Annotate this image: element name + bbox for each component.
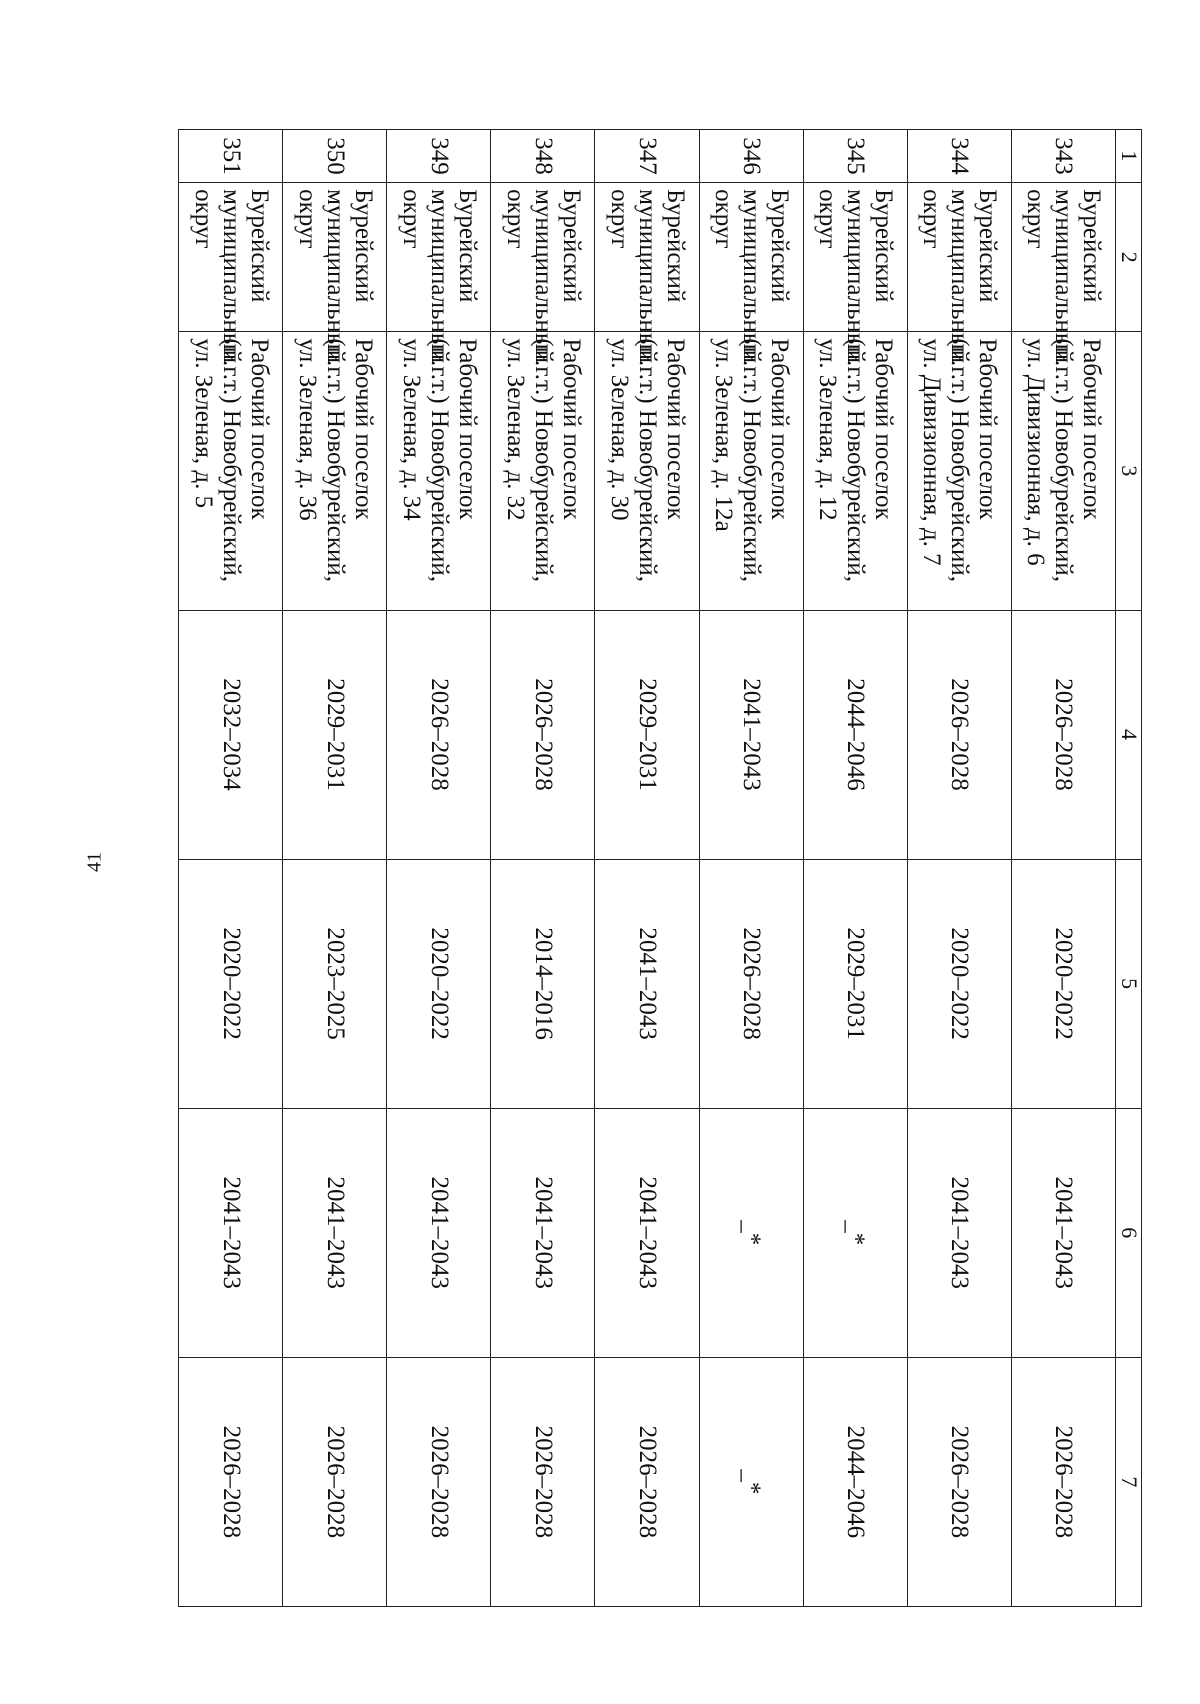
address-cell-line: (п.г.т.) Новобурейский, (1050, 338, 1078, 583)
address-cell-line: Рабочий поселок (870, 338, 898, 520)
period-cell-col5: 2020–2022 (179, 859, 283, 1108)
period-cell-col4: 2026–2028 (907, 610, 1011, 859)
table-row (803, 130, 907, 1607)
district-cell (699, 183, 803, 364)
address-cell (179, 332, 283, 610)
district-cell-line: муниципальный (217, 189, 245, 364)
district-cell-line: округ (710, 189, 738, 249)
address-cell-line: ул. Зеленая, д. 32 (501, 338, 529, 521)
district-cell-line: Бурейский (245, 189, 273, 303)
table-row (491, 130, 595, 1607)
period-cell-col6: 2041–2043 (1011, 1108, 1115, 1357)
period-cell-col6: 2041–2043 (283, 1108, 387, 1357)
address-cell-line: (п.г.т.) Новобурейский, (738, 338, 766, 583)
address-cell-line: (п.г.т.) Новобурейский, (529, 338, 557, 583)
district-cell (491, 183, 595, 364)
period-cell-col7: 2026–2028 (283, 1357, 387, 1606)
period-cell-col4: 2029–2031 (283, 610, 387, 859)
district-cell-line: округ (501, 189, 529, 249)
period-cell-col7: 2026–2028 (595, 1357, 699, 1606)
address-cell-line: ул. Зеленая, д. 12а (710, 338, 738, 532)
table-row (1011, 130, 1115, 1607)
period-cell-col7: 2044–2046 (803, 1357, 907, 1606)
address-cell-line: ул. Зеленая, д. 30 (606, 338, 634, 521)
address-cell (1011, 332, 1115, 610)
district-cell-line: муниципальный (321, 189, 349, 364)
header-row (1116, 130, 1142, 1607)
district-cell-line: муниципальный (634, 189, 662, 364)
district-cell-line: Бурейский (453, 189, 481, 303)
period-cell-col6: _* (699, 1108, 803, 1357)
district-cell-line: округ (397, 189, 425, 249)
address-cell-line: (п.г.т.) Новобурейский, (217, 338, 245, 583)
district-cell (179, 183, 283, 364)
district-cell-line: округ (293, 189, 321, 249)
address-cell-line: Рабочий поселок (557, 338, 585, 520)
period-cell-col7: 2026–2028 (1011, 1357, 1115, 1606)
period-cell-col5: 2026–2028 (699, 859, 803, 1108)
district-cell-line: муниципальный (842, 189, 870, 364)
table-row (595, 130, 699, 1607)
column-header: 6 (1116, 1108, 1142, 1357)
period-cell-col6: 2041–2043 (491, 1108, 595, 1357)
period-cell-col7: 2026–2028 (491, 1357, 595, 1606)
address-cell (699, 332, 803, 610)
district-cell-line: муниципальный (946, 189, 974, 364)
district-cell (595, 183, 699, 364)
rotated-table-container (178, 129, 1142, 1607)
address-cell-line: Рабочий поселок (662, 338, 690, 520)
district-cell-line: муниципальный (738, 189, 766, 364)
period-cell-col6: 2041–2043 (179, 1108, 283, 1357)
district-cell (803, 183, 907, 364)
period-cell-col5: 2029–2031 (803, 859, 907, 1108)
district-cell-line: муниципальный (1050, 189, 1078, 364)
row-number-cell: 348 (491, 130, 595, 183)
district-cell (387, 183, 491, 364)
table-row (907, 130, 1011, 1607)
address-cell-line: Рабочий поселок (453, 338, 481, 520)
district-cell-line: округ (1022, 189, 1050, 249)
address-cell (491, 332, 595, 610)
period-cell-col6: _* (803, 1108, 907, 1357)
address-cell-line: Рабочий поселок (349, 338, 377, 520)
district-cell-line: Бурейский (1078, 189, 1106, 303)
district-cell-line: округ (606, 189, 634, 249)
address-cell-line: (п.г.т.) Новобурейский, (634, 338, 662, 583)
address-cell-line: ул. Зеленая, д. 12 (814, 338, 842, 521)
period-cell-col6: 2041–2043 (907, 1108, 1011, 1357)
column-header: 1 (1116, 130, 1142, 183)
page-number: 41 (83, 852, 106, 872)
address-cell (595, 332, 699, 610)
district-cell (907, 183, 1011, 364)
row-number-cell: 343 (1011, 130, 1115, 183)
district-cell-line: округ (918, 189, 946, 249)
period-cell-col6: 2041–2043 (595, 1108, 699, 1357)
row-number-cell: 345 (803, 130, 907, 183)
period-cell-col4: 2026–2028 (1011, 610, 1115, 859)
row-number-cell: 344 (907, 130, 1011, 183)
table-row (387, 130, 491, 1607)
table-row (283, 130, 387, 1607)
address-cell-line: Рабочий поселок (245, 338, 273, 520)
address-cell-line: Рабочий поселок (766, 338, 794, 520)
period-cell-col4: 2026–2028 (491, 610, 595, 859)
address-cell (283, 332, 387, 610)
period-cell-col5: 2014–2016 (491, 859, 595, 1108)
district-cell-line: Бурейский (974, 189, 1002, 303)
district-cell-line: округ (189, 189, 217, 249)
row-number-cell: 351 (179, 130, 283, 183)
period-cell-col4: 2041–2043 (699, 610, 803, 859)
address-cell-line: ул. Зеленая, д. 5 (189, 338, 217, 509)
row-number-cell: 349 (387, 130, 491, 183)
address-cell (803, 332, 907, 610)
period-cell-col5: 2020–2022 (907, 859, 1011, 1108)
district-cell (283, 183, 387, 364)
address-cell-line: ул. Зеленая, д. 34 (397, 338, 425, 521)
period-cell-col4: 2026–2028 (387, 610, 491, 859)
address-cell-line: (п.г.т.) Новобурейский, (425, 338, 453, 583)
address-cell-line: ул. Зеленая, д. 36 (293, 338, 321, 521)
table-row (699, 130, 803, 1607)
period-cell-col7: 2026–2028 (907, 1357, 1011, 1606)
period-cell-col4: 2029–2031 (595, 610, 699, 859)
district-cell-line: Бурейский (870, 189, 898, 303)
column-header: 4 (1116, 610, 1142, 859)
period-cell-col5: 2023–2025 (283, 859, 387, 1108)
address-cell (907, 332, 1011, 610)
period-cell-col5: 2020–2022 (1011, 859, 1115, 1108)
row-number-cell: 347 (595, 130, 699, 183)
column-header: 5 (1116, 859, 1142, 1108)
district-cell-line: Бурейский (557, 189, 585, 303)
period-cell-col7: _* (699, 1357, 803, 1606)
row-number-cell: 350 (283, 130, 387, 183)
period-cell-col4: 2032–2034 (179, 610, 283, 859)
district-cell-line: Бурейский (662, 189, 690, 303)
address-cell-line: (п.г.т.) Новобурейский, (842, 338, 870, 583)
column-header: 7 (1116, 1357, 1142, 1606)
period-cell-col7: 2026–2028 (179, 1357, 283, 1606)
address-cell-line: (п.г.т.) Новобурейский, (321, 338, 349, 583)
address-cell-line: (п.г.т.) Новобурейский, (946, 338, 974, 583)
address-cell (387, 332, 491, 610)
address-cell-line: ул. Дивизионная, д. 7 (918, 338, 946, 566)
address-cell-line: Рабочий поселок (974, 338, 1002, 520)
district-cell-line: Бурейский (766, 189, 794, 303)
address-cell-line: ул. Дивизионная, д. 6 (1022, 338, 1050, 566)
district-cell-line: муниципальный (529, 189, 557, 364)
column-header: 3 (1116, 332, 1142, 610)
address-cell-line: Рабочий поселок (1078, 338, 1106, 520)
data-table (178, 129, 1142, 1607)
period-cell-col4: 2044–2046 (803, 610, 907, 859)
period-cell-col6: 2041–2043 (387, 1108, 491, 1357)
row-number-cell: 346 (699, 130, 803, 183)
district-cell-line: Бурейский (349, 189, 377, 303)
district-cell (1011, 183, 1115, 364)
period-cell-col5: 2041–2043 (595, 859, 699, 1108)
district-cell-line: муниципальный (425, 189, 453, 364)
period-cell-col5: 2020–2022 (387, 859, 491, 1108)
district-cell-line: округ (814, 189, 842, 249)
column-header: 2 (1116, 183, 1142, 332)
table-row (179, 130, 283, 1607)
period-cell-col7: 2026–2028 (387, 1357, 491, 1606)
